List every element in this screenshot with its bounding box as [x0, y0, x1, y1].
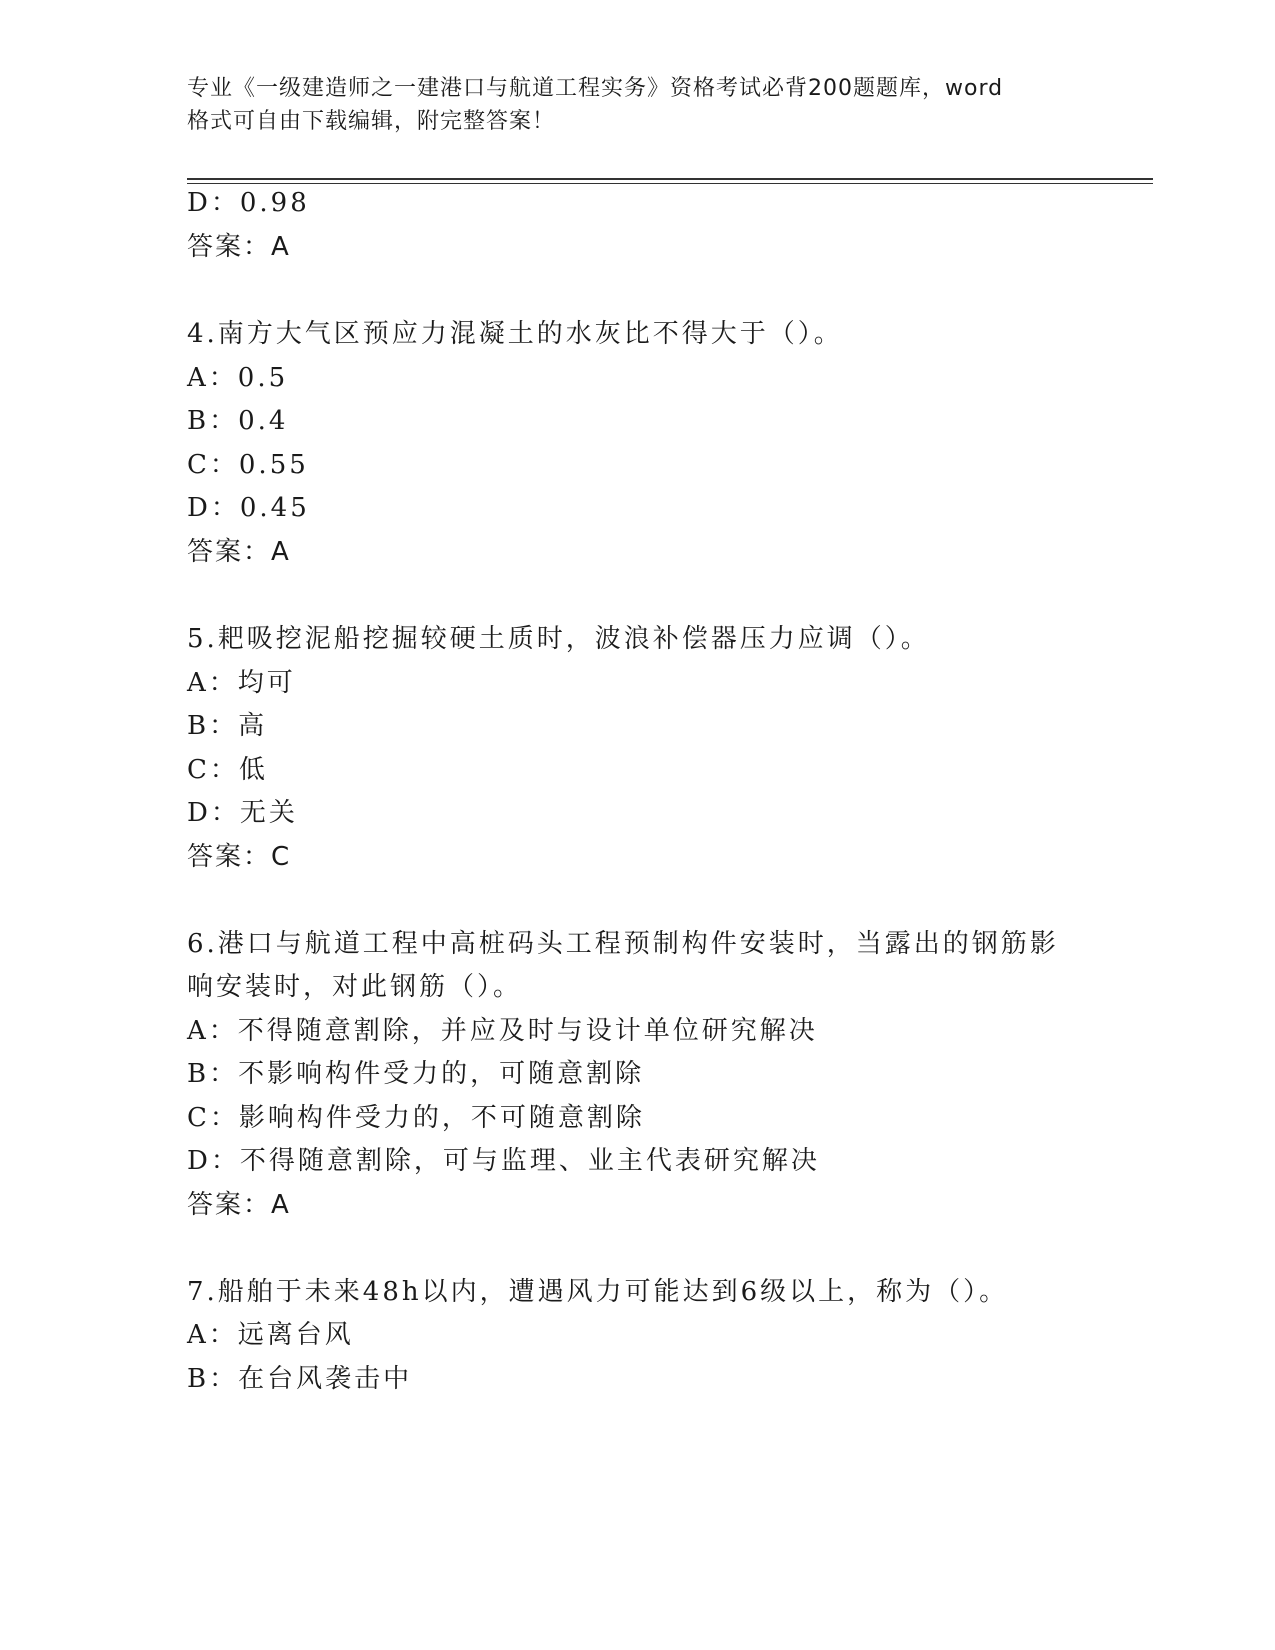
header-divider-thin [187, 183, 1153, 184]
q3-option-d: D：0.98 [187, 188, 310, 218]
header-divider-thick [187, 178, 1153, 180]
q7-stem: 7.船舶于未来48h以内，遭遇风力可能达到6级以上，称为（）。 [187, 1277, 1009, 1307]
q5-stem: 5.耙吸挖泥船挖掘较硬土质时，波浪补偿器压力应调（）。 [187, 624, 930, 654]
q6-option-c: C：影响构件受力的，不可随意割除 [187, 1103, 645, 1133]
q5-option-b: B：高 [187, 711, 268, 741]
document-header [187, 72, 1067, 138]
q5-option-c: C：低 [187, 755, 268, 785]
q7-option-a: A：远离台风 [187, 1320, 354, 1350]
q4-answer: 答案：A [187, 537, 291, 567]
header-title-line-1: 专业《一级建造师之一建港口与航道工程实务》资格考试必背200题题库，word [187, 76, 1004, 101]
q6-option-d: D：不得随意割除，可与监理、业主代表研究解决 [187, 1146, 820, 1176]
q6-option-b: B：不影响构件受力的，可随意割除 [187, 1059, 645, 1089]
q5-option-a: A：均可 [187, 668, 296, 698]
q3-answer: 答案：A [187, 232, 291, 262]
q6-answer: 答案：A [187, 1190, 291, 1220]
q5-answer: 答案：C [187, 842, 292, 872]
q4-option-c: C：0.55 [187, 450, 309, 480]
header-title-line-2: 格式可自由下载编辑，附完整答案！ [187, 109, 556, 134]
q6-stem-line-2: 响安装时，对此钢筋（）。 [187, 972, 523, 1002]
q4-option-b: B：0.4 [187, 406, 289, 436]
q4-option-d: D：0.45 [187, 493, 310, 523]
q6-option-a: A：不得随意割除，并应及时与设计单位研究解决 [187, 1016, 818, 1046]
q6-stem-line-1: 6.港口与航道工程中高桩码头工程预制构件安装时，当露出的钢筋影 [187, 929, 1059, 959]
q4-option-a: A：0.5 [187, 363, 289, 393]
q4-stem: 4.南方大气区预应力混凝土的水灰比不得大于（）。 [187, 319, 843, 349]
q7-option-b: B：在台风袭击中 [187, 1364, 413, 1394]
q5-option-d: D：无关 [187, 798, 298, 828]
